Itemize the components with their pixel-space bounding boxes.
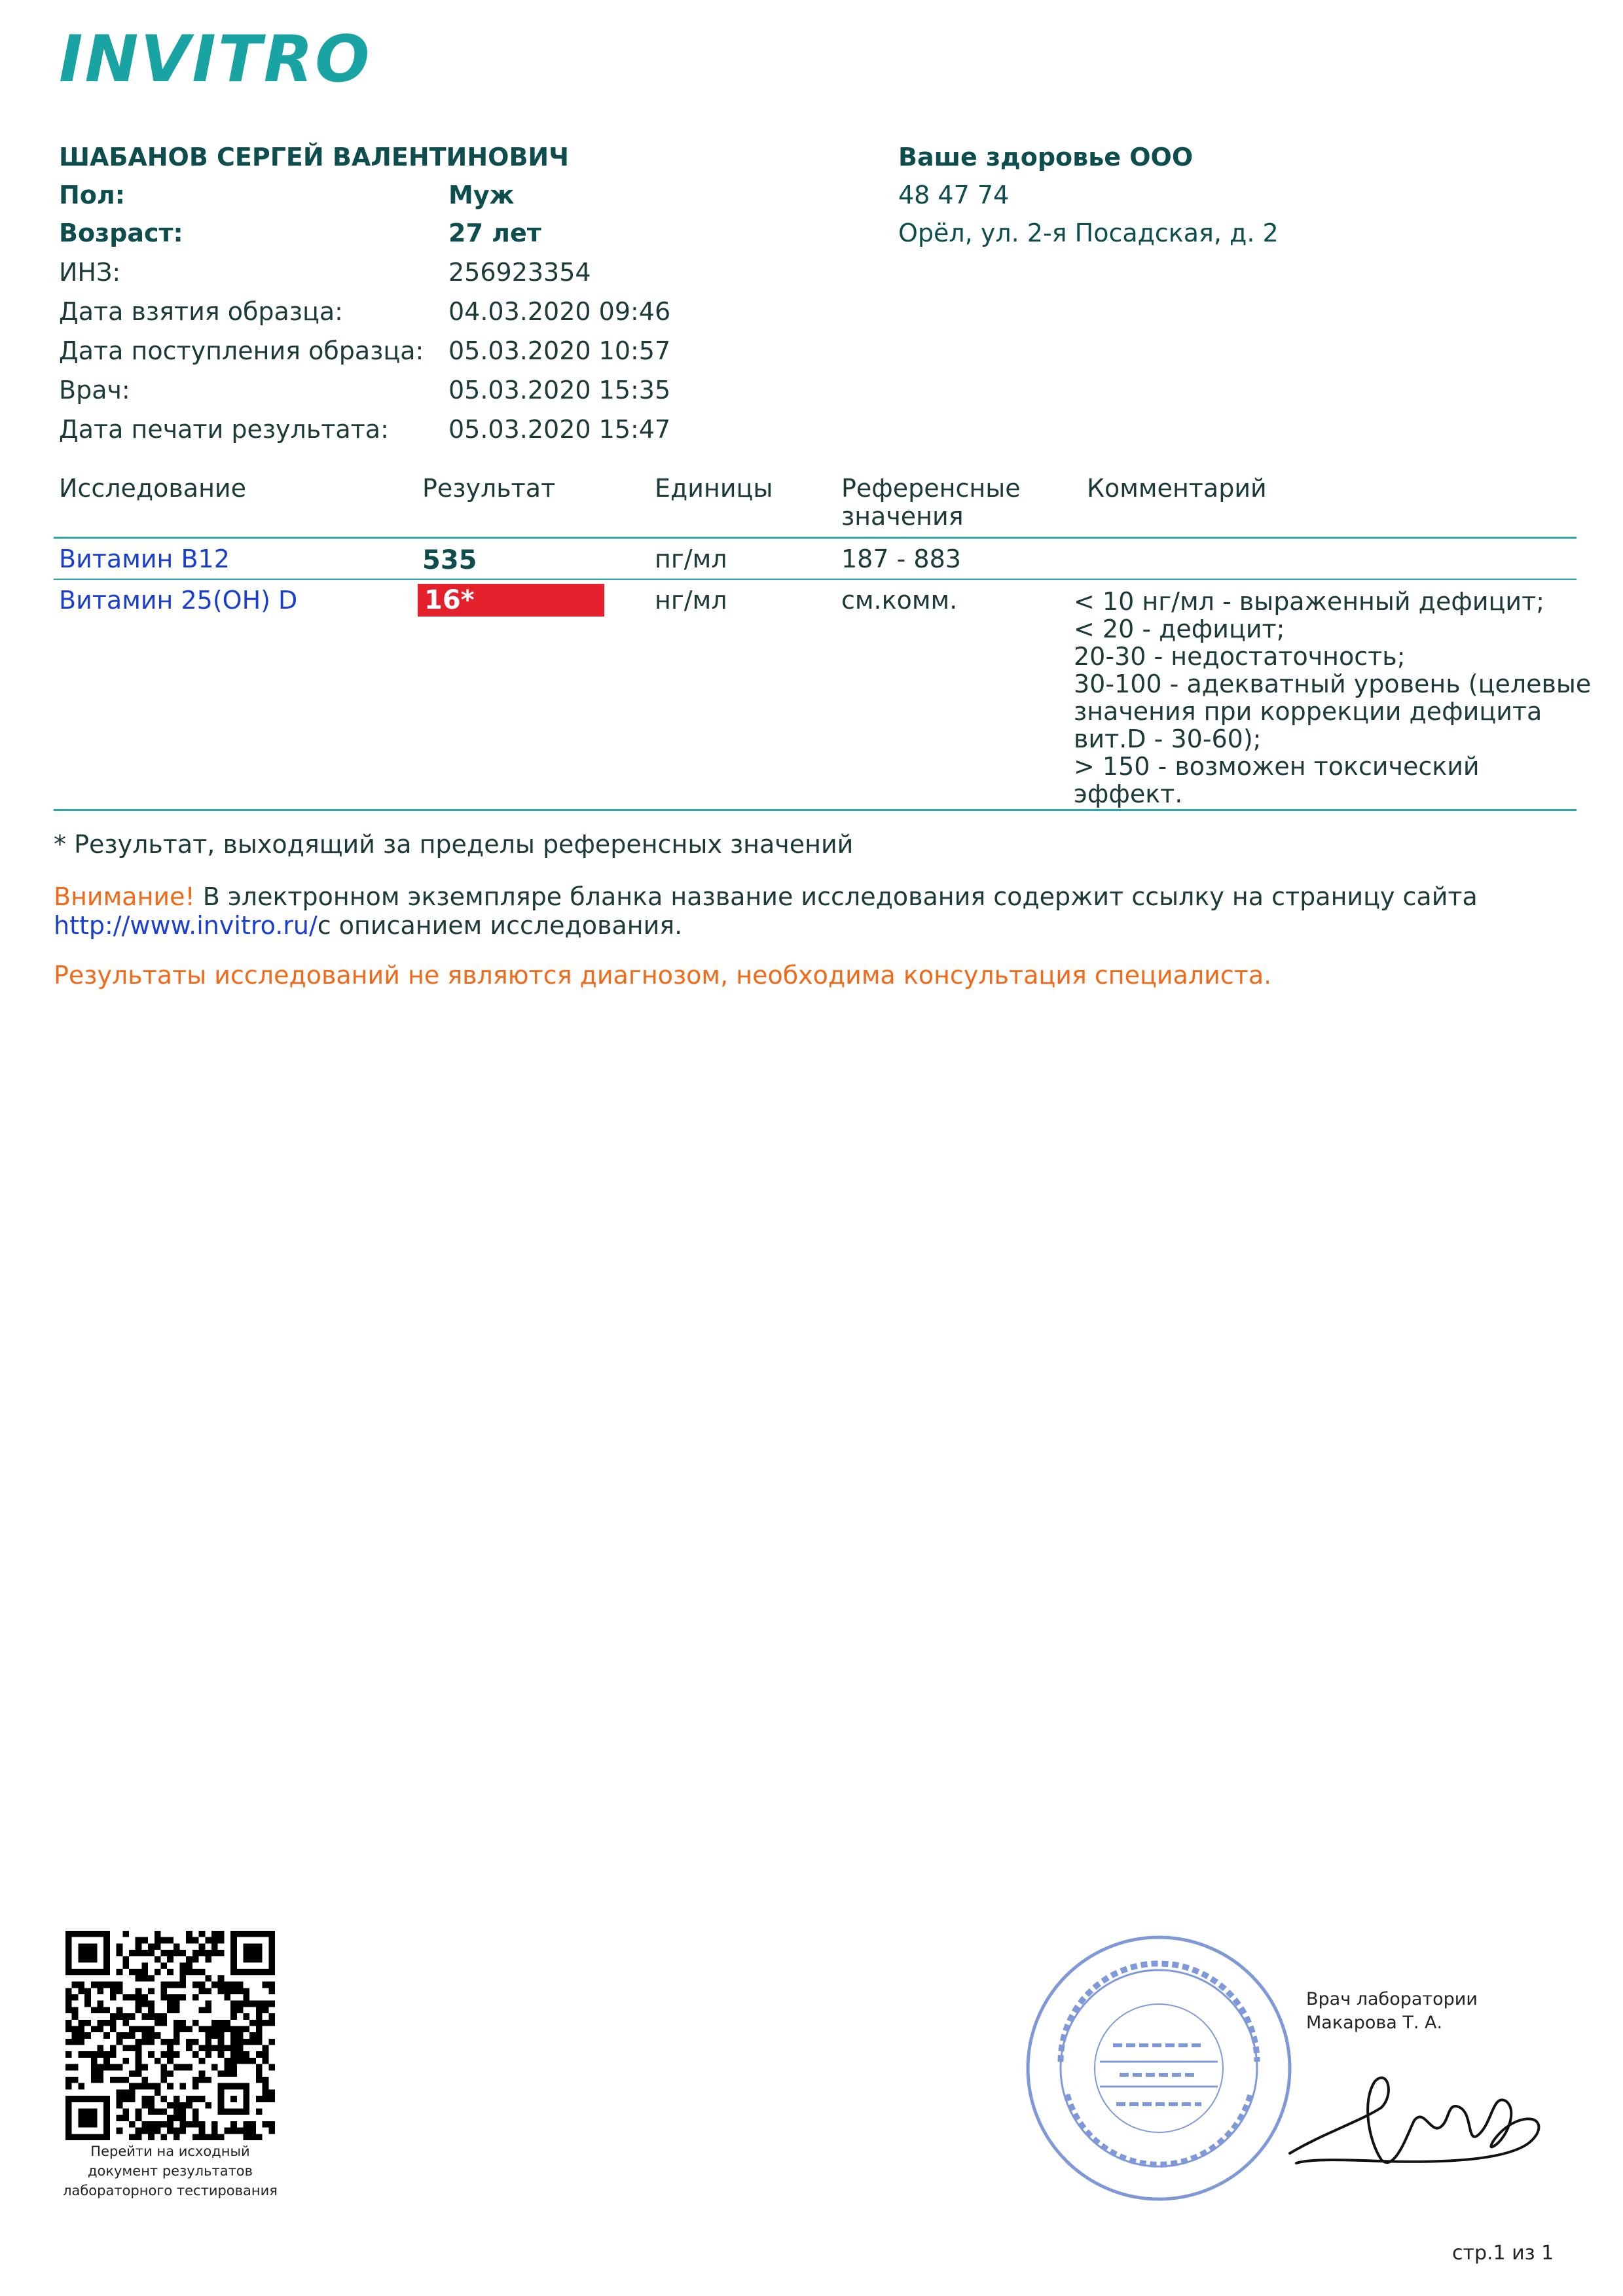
age-value: 27 лет	[448, 219, 541, 247]
site-link[interactable]: http://www.invitro.ru/	[54, 911, 318, 940]
laboratory-stamp	[1021, 1931, 1296, 2206]
units-vitamin-b12: пг/мл	[655, 545, 727, 573]
qr-caption-line2: документ результатов	[87, 2163, 253, 2179]
site-line	[54, 911, 682, 941]
age-label: Возраст:	[59, 219, 183, 247]
column-header-reference	[841, 475, 1021, 530]
column-header-comment: Комментарий	[1087, 474, 1267, 503]
study-link-vitamin-d[interactable]: Витамин 25(OH) D	[59, 586, 298, 615]
column-header-units: Единицы	[655, 474, 773, 503]
sex-label: Пол:	[59, 181, 125, 209]
qr-caption	[46, 2142, 295, 2200]
lab-doctor-name: Макарова Т. А.	[1306, 2013, 1443, 2033]
sample-received-value: 05.03.2020 10:57	[448, 336, 671, 365]
footnote: * Результат, выходящий за пределы референсных значений	[54, 830, 854, 859]
qr-caption-line3: лабораторного тестирования	[63, 2183, 278, 2198]
clinic-name: Ваше здоровье ООО	[898, 143, 1194, 171]
reference-vitamin-b12: 187 - 883	[841, 545, 961, 573]
attention-text: В электронном экземпляре бланка название исследования содержит ссылку на страницу сайта	[194, 882, 1478, 911]
reference-vitamin-d: см.комм.	[841, 586, 958, 615]
clinic-address: Орёл, ул. 2-я Посадская, д. 2	[898, 219, 1279, 247]
attention-line	[54, 882, 1478, 912]
units-vitamin-d: нг/мл	[655, 586, 727, 615]
signature	[1283, 2049, 1565, 2179]
inz-value: 256923354	[448, 258, 591, 287]
page-number: стр.1 из 1	[1452, 2242, 1554, 2265]
result-value-vitamin-b12: 535	[422, 545, 477, 575]
column-header-reference-line2: значения	[841, 501, 964, 531]
doctor-label: Врач:	[59, 376, 130, 404]
sex-value: Муж	[448, 181, 515, 209]
patient-name: ШАБАНОВ СЕРГЕЙ ВАЛЕНТИНОВИЧ	[59, 143, 569, 171]
table-header-divider	[54, 537, 1577, 539]
column-header-result: Результат	[422, 474, 556, 503]
table-bottom-divider	[54, 809, 1577, 811]
qr-code[interactable]	[65, 1931, 275, 2140]
sample-received-label: Дата поступления образца:	[59, 336, 424, 365]
result-flag-vitamin-d: 16*	[418, 584, 604, 617]
site-text: с описанием исследования.	[317, 911, 683, 940]
invitro-logo: INVITRO	[59, 22, 372, 97]
sample-taken-value: 04.03.2020 09:46	[448, 297, 671, 326]
sample-taken-label: Дата взятия образца:	[59, 297, 343, 326]
clinic-phone: 48 47 74	[898, 181, 1010, 209]
column-header-study: Исследование	[59, 474, 247, 503]
disclaimer: Результаты исследований не являются диагнозом, необходима консультация специалиста.	[54, 961, 1272, 990]
inz-label: ИНЗ:	[59, 258, 121, 287]
doctor-value: 05.03.2020 15:35	[448, 376, 671, 404]
study-link-vitamin-b12[interactable]: Витамин B12	[59, 545, 230, 573]
table-row-divider	[54, 579, 1577, 580]
column-header-reference-line1: Референсные	[841, 474, 1021, 503]
comment-vitamin-d: < 10 нг/мл - выраженный дефицит; < 20 - дефицит; 20-30 - недостаточность; 30-100 - адекватный уровень (целевые значения при коррекции дефицита вит.D - 30-60); > 150 - возможен токсический эффект.	[1074, 587, 1592, 808]
attention-label: Внимание!	[54, 882, 195, 911]
printed-label: Дата печати результата:	[59, 415, 389, 444]
lab-doctor-block	[1306, 1988, 1478, 2035]
lab-doctor-title: Врач лаборатории	[1306, 1989, 1478, 2009]
qr-caption-line1: Перейти на исходный	[90, 2144, 250, 2159]
printed-value: 05.03.2020 15:47	[448, 415, 671, 444]
